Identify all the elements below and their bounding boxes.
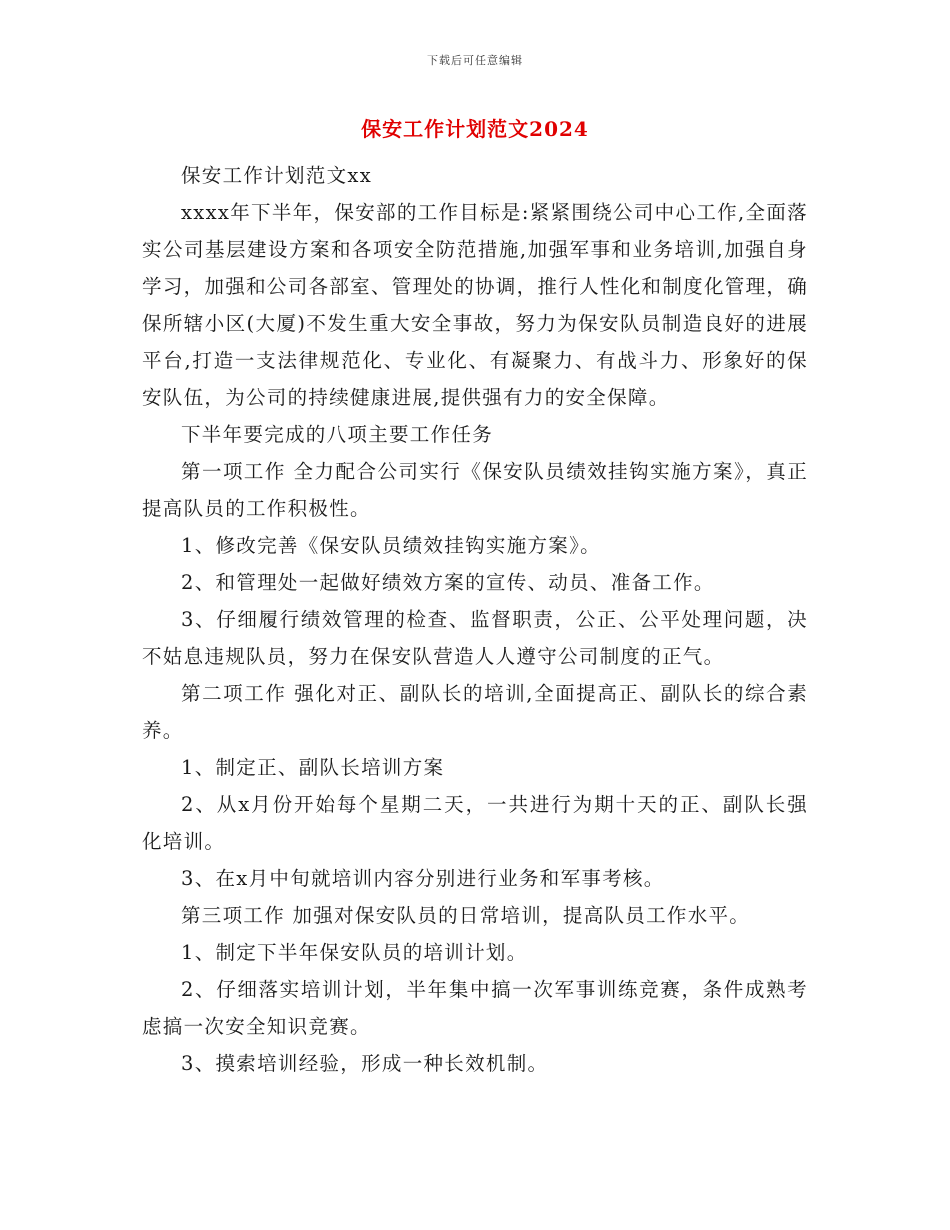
document-title: 保安工作计划范文2024: [361, 117, 589, 141]
document-body: [142, 157, 808, 1082]
paragraph-task-3-item-1: 1、制定下半年保安队员的培训计划。: [181, 941, 528, 964]
paragraph-task-3: 第三项工作 加强对保安队员的日常培训，提高队员工作水平。: [181, 904, 751, 927]
paragraph-intro: xxxx年下半年，保安部的工作目标是:紧紧围绕公司中心工作,全面落实公司基层建设方案和各项安全防范措施,加强军事和业务培训,加强自身学习，加强和公司各部室、管理处的协调，推行人性化和制度化管理，确保所辖小区(大厦)不发生重大安全事故，努力为保安队员制造良好的进展平台,打造一支法律规范化、专业化、有凝聚力、有战斗力、形象好的保安队伍，为公司的持续健康进展,提供强有力的安全保障。: [142, 201, 808, 409]
paragraph-task-2: 第二项工作 强化对正、副队长的培训,全面提高正、副队长的综合素养。: [142, 682, 808, 742]
page-header-note: 下载后可任意编辑: [427, 54, 523, 67]
paragraph-task-3-item-3: 3、摸索培训经验，形成一种长效机制。: [181, 1052, 549, 1075]
paragraph-task-2-item-3: 3、在x月中旬就培训内容分别进行业务和军事考核。: [181, 867, 665, 890]
paragraph-task-2-item-2: 2、从x月份开始每个星期二天，一共进行为期十天的正、副队长强化培训。: [142, 793, 808, 853]
paragraph-task-2-item-1: 1、制定正、副队长培训方案: [181, 756, 445, 779]
paragraph-task-1-item-2: 2、和管理处一起做好绩效方案的宣传、动员、准备工作。: [181, 571, 715, 594]
paragraph-subtitle: 保安工作计划范文xx: [181, 164, 372, 187]
paragraph-tasks-heading: 下半年要完成的八项主要工作任务: [181, 423, 494, 446]
paragraph-task-1-item-1: 1、修改完善《保安队员绩效挂钩实施方案》。: [181, 534, 601, 557]
paragraph-task-1-item-3: 3、仔细履行绩效管理的检查、监督职责，公正、公平处理问题，决不姑息违规队员，努力在保安队营造人人遵守公司制度的正气。: [142, 608, 808, 668]
paragraph-task-1: 第一项工作 全力配合公司实行《保安队员绩效挂钩实施方案》，真正提高队员的工作积极性。: [142, 460, 808, 520]
paragraph-task-3-item-2: 2、仔细落实培训计划，半年集中搞一次军事训练竞赛，条件成熟考虑搞一次安全知识竞赛。: [142, 978, 808, 1038]
